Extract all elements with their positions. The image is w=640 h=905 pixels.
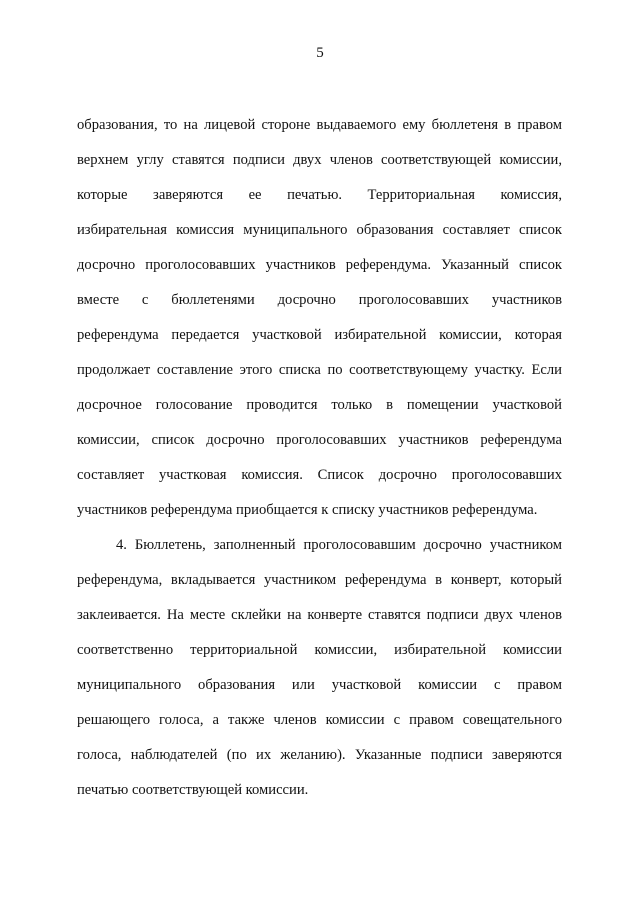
text-line: голоса, наблюдателей (по их желанию). Указанные подписи заверяются (77, 747, 562, 763)
text-line: соответственно территориальной комиссии, избирательной комиссии (77, 642, 562, 658)
text-line: 4. Бюллетень, заполненный проголосовавшим досрочно участником (116, 537, 562, 553)
text-line: муниципального образования или участковой комиссии с правом (77, 677, 562, 693)
page-number: 5 (316, 45, 324, 61)
text-line: решающего голоса, а также членов комиссии с правом совещательного (77, 712, 562, 728)
text-line: печатью соответствующей комиссии. (77, 782, 309, 798)
text-line: комиссии, список досрочно проголосовавших участников референдума (77, 432, 562, 448)
text-line: образования, то на лицевой стороне выдаваемого ему бюллетеня в правом (77, 117, 562, 133)
text-line: продолжает составление этого списка по соответствующему участку. Если (77, 362, 562, 378)
text-line: вместе с бюллетенями досрочно проголосовавших участников (77, 292, 562, 308)
text-line: избирательная комиссия муниципального образования составляет список (77, 222, 562, 238)
text-line: участников референдума приобщается к списку участников референдума. (77, 502, 538, 518)
text-line: заклеивается. На месте склейки на конверте ставятся подписи двух членов (77, 607, 562, 623)
text-line: досрочно проголосовавших участников референдума. Указанный список (77, 257, 562, 273)
text-line: составляет участковая комиссия. Список досрочно проголосовавших (77, 467, 562, 483)
text-line: которые заверяются ее печатью. Территориальная комиссия, (77, 187, 562, 203)
text-line: референдума, вкладывается участником референдума в конверт, который (77, 572, 562, 588)
text-line: верхнем углу ставятся подписи двух членов соответствующей комиссии, (77, 152, 562, 168)
text-line: референдума передается участковой избирательной комиссии, которая (77, 327, 562, 343)
text-line: досрочное голосование проводится только в помещении участковой (77, 397, 562, 413)
